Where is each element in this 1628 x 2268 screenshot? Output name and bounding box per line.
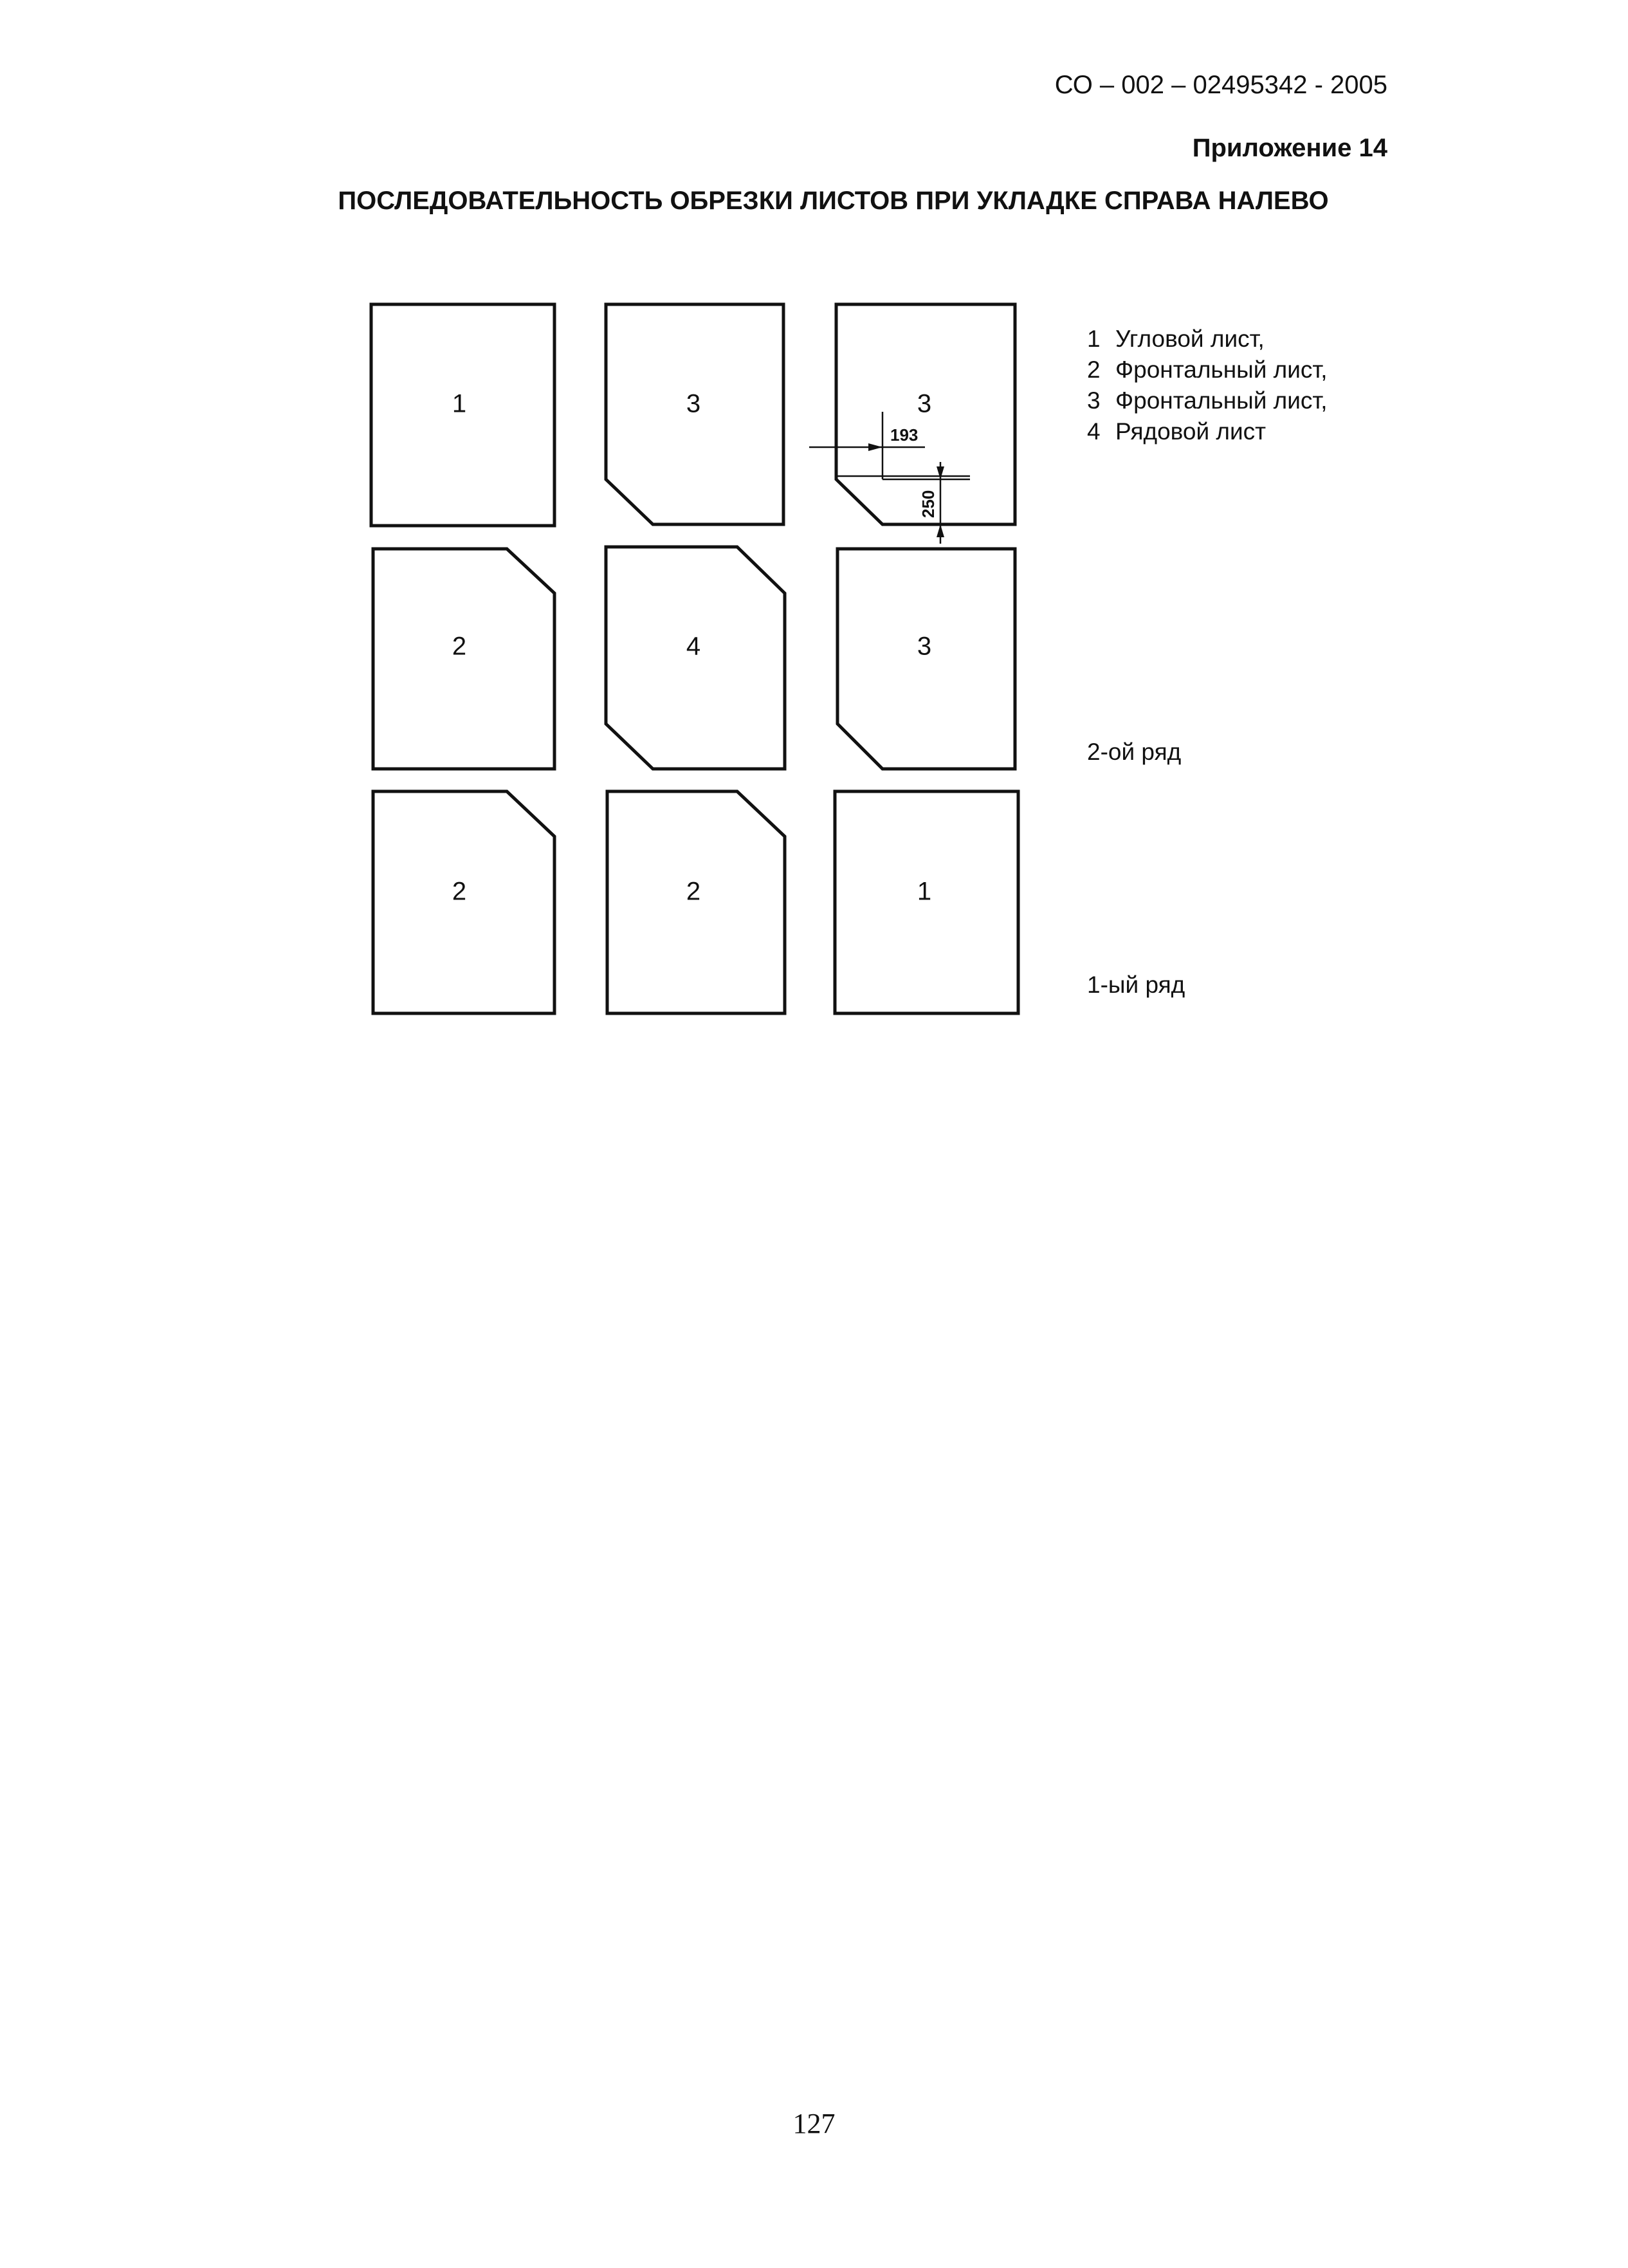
sheet-top-right [809, 304, 1015, 544]
page-number: 127 [792, 2108, 836, 2139]
sheet-mid-left [373, 549, 554, 769]
legend-item: 1 Угловой лист, [1087, 326, 1265, 352]
dimension-horizontal: 193 [890, 425, 919, 445]
dimension-vertical: 250 [919, 490, 938, 518]
sheet-number: 4 [686, 632, 701, 661]
legend-item: 2 Фронтальный лист, [1087, 356, 1328, 383]
appendix-label: Приложение 14 [1192, 134, 1387, 162]
sheet-number: 3 [917, 389, 932, 418]
sheet-type-legend [1087, 324, 1328, 447]
sheet-number: 3 [686, 389, 701, 418]
page-title: ПОСЛЕДОВАТЕЛЬНОСТЬ ОБРЕЗКИ ЛИСТОВ ПРИ УКЛАДКЕ СПРАВА НАЛЕВО [338, 187, 1329, 215]
sheet-bottom-right [835, 791, 1018, 1013]
row-label-first: 1-ый ряд [1087, 972, 1185, 998]
sheet-number: 3 [917, 632, 932, 661]
sheet-top-middle [606, 304, 783, 524]
sheet-number: 1 [917, 877, 932, 906]
legend-item: 4 Рядовой лист [1087, 418, 1267, 445]
sheet-top-left [371, 304, 554, 526]
sheet-bottom-middle [607, 791, 785, 1013]
sheet-number: 2 [452, 632, 467, 661]
sheet-mid-middle [606, 547, 785, 769]
sheet-number: 2 [452, 877, 467, 906]
sheet-bottom-left [373, 791, 554, 1013]
document-code: СО – 002 – 02495342 - 2005 [1054, 71, 1387, 99]
row-label-second: 2-ой ряд [1087, 739, 1182, 765]
sheet-number: 2 [686, 877, 701, 906]
sheet-mid-right [837, 549, 1015, 769]
sheet-number: 1 [452, 389, 467, 418]
legend-item: 3 Фронтальный лист, [1087, 387, 1328, 414]
